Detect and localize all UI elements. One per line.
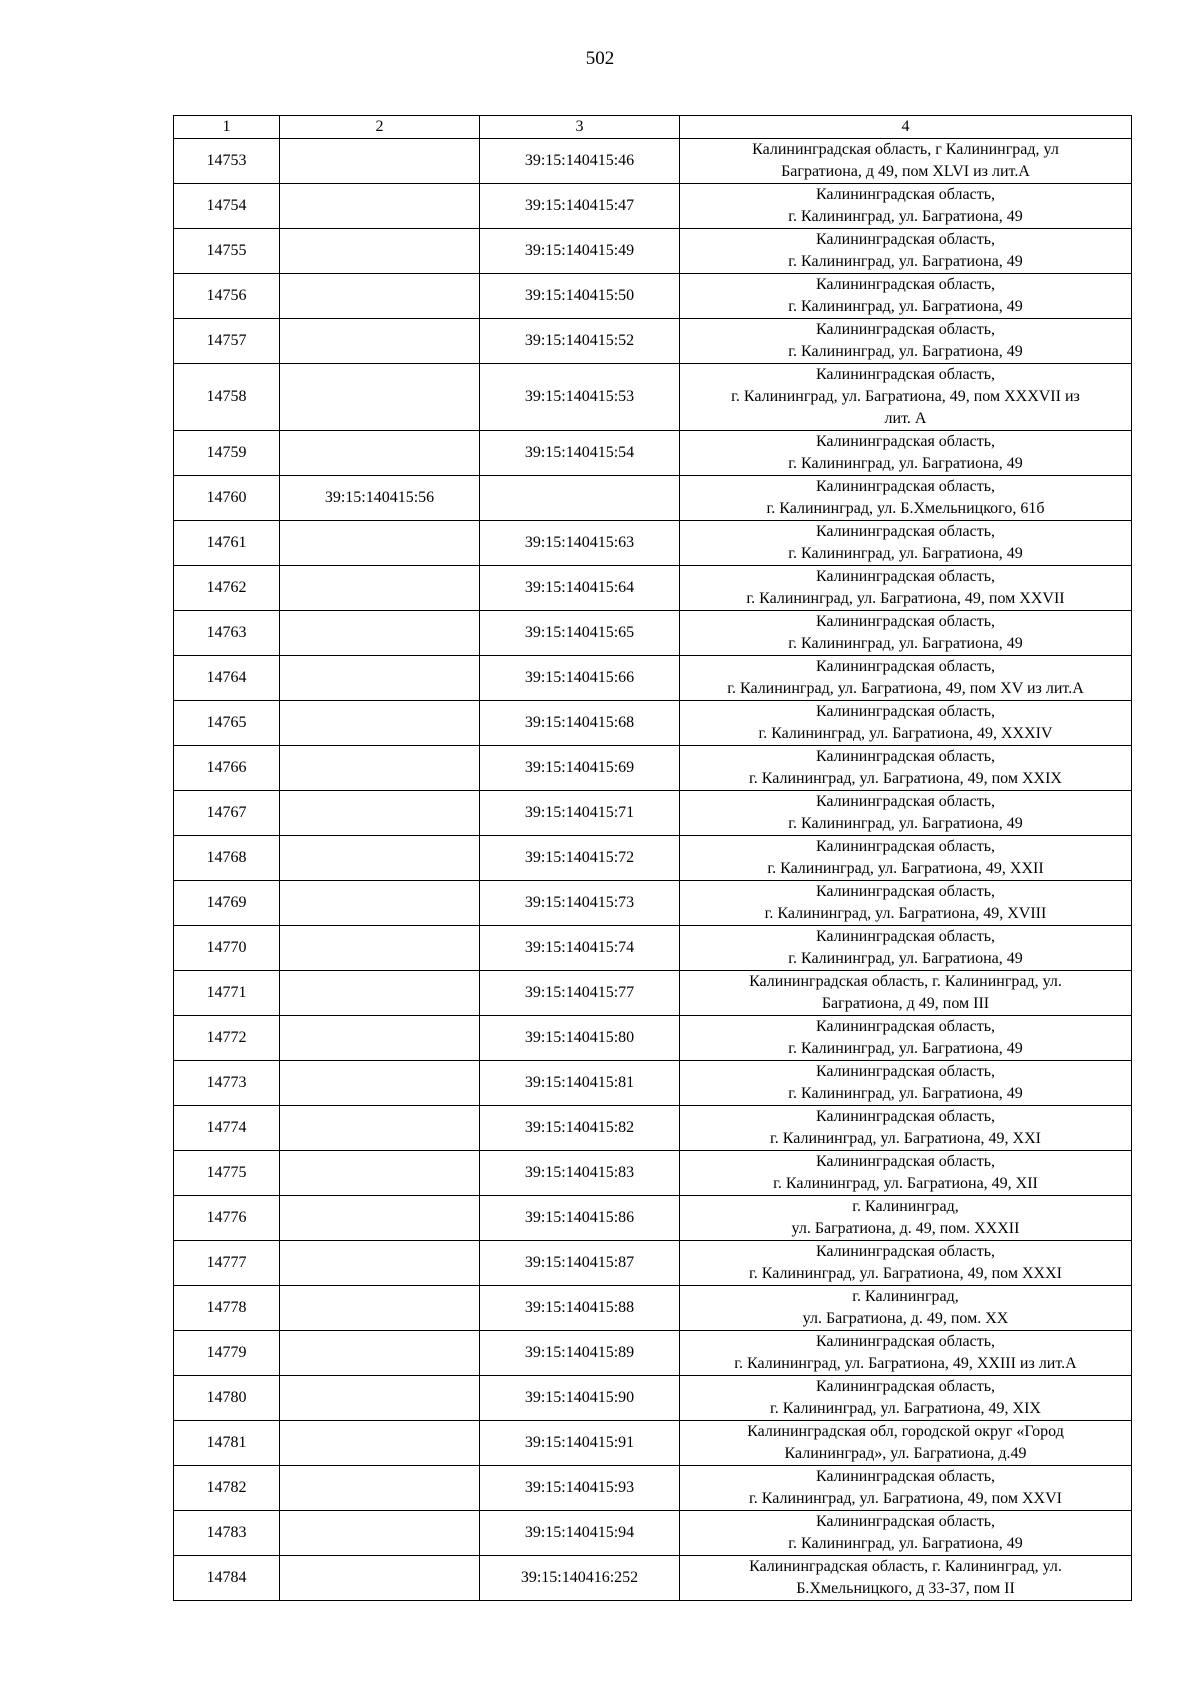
table-row — [174, 971, 1132, 1016]
table-row — [174, 319, 1132, 364]
address-cell: Калининградская область, г. Калининград, ул. Багратиона, 49 — [680, 521, 1132, 566]
cadastral-number-cell: 39:15:140415:82 — [480, 1106, 680, 1151]
address-cell: Калининградская область, г. Калининград, ул. Багратиона, 49 — [680, 926, 1132, 971]
address-cell: Калининградская область, г. Калининград, ул. Багратиона, 49, пом XXXVII из лит. А — [680, 364, 1132, 431]
cadastral-number-cell — [280, 971, 480, 1016]
address-cell: Калининградская область, г. Калининград, ул. Багратиона, 49, пом XXIX — [680, 746, 1132, 791]
address-cell: Калининградская область, г. Калининград, ул. Багратиона, 49, XIX — [680, 1376, 1132, 1421]
table-row — [174, 274, 1132, 319]
table-row — [174, 701, 1132, 746]
row-number-cell: 14753 — [174, 139, 280, 184]
column-header-2: 2 — [280, 116, 480, 139]
address-cell: Калининградская область, г. Калининград, ул. Багратиона, 49, XXIII из лит.А — [680, 1331, 1132, 1376]
row-number-cell: 14776 — [174, 1196, 280, 1241]
cadastral-number-cell: 39:15:140415:72 — [480, 836, 680, 881]
address-cell: Калининградская область, г. Калининград, ул. Багратиона, 49 — [680, 791, 1132, 836]
row-number-cell: 14780 — [174, 1376, 280, 1421]
row-number-cell: 14754 — [174, 184, 280, 229]
address-cell: Калининградская область, г. Калининград, ул. Багратиона, 49 — [680, 1511, 1132, 1556]
table-body — [174, 139, 1132, 1601]
table-row — [174, 184, 1132, 229]
table-row — [174, 926, 1132, 971]
cadastral-number-cell: 39:15:140415:49 — [480, 229, 680, 274]
cadastral-number-cell: 39:15:140415:73 — [480, 881, 680, 926]
cadastral-number-cell: 39:15:140415:54 — [480, 431, 680, 476]
cadastral-number-cell: 39:15:140415:81 — [480, 1061, 680, 1106]
row-number-cell: 14767 — [174, 791, 280, 836]
table-row — [174, 364, 1132, 431]
property-registry-table — [173, 115, 1132, 1601]
column-header-3: 3 — [480, 116, 680, 139]
cadastral-number-cell — [280, 1016, 480, 1061]
column-header-1: 1 — [174, 116, 280, 139]
cadastral-number-cell — [280, 1151, 480, 1196]
cadastral-number-cell — [280, 1286, 480, 1331]
cadastral-number-cell: 39:15:140415:53 — [480, 364, 680, 431]
table-row — [174, 139, 1132, 184]
cadastral-number-cell: 39:15:140415:50 — [480, 274, 680, 319]
table-row — [174, 1151, 1132, 1196]
table-row — [174, 1556, 1132, 1601]
cadastral-number-cell — [280, 791, 480, 836]
cadastral-number-cell — [280, 364, 480, 431]
row-number-cell: 14773 — [174, 1061, 280, 1106]
page-number: 502 — [585, 48, 615, 69]
cadastral-number-cell — [280, 836, 480, 881]
table-row — [174, 881, 1132, 926]
address-cell: Калининградская область, г. Калининград, ул. Багратиона, 49, XII — [680, 1151, 1132, 1196]
cadastral-number-cell — [280, 1106, 480, 1151]
cadastral-number-cell: 39:15:140415:46 — [480, 139, 680, 184]
cadastral-number-cell: 39:15:140415:94 — [480, 1511, 680, 1556]
address-cell: Калининградская область, г Калининград, ул Багратиона, д 49, пом XLVI из лит.А — [680, 139, 1132, 184]
row-number-cell: 14779 — [174, 1331, 280, 1376]
row-number-cell: 14761 — [174, 521, 280, 566]
row-number-cell: 14766 — [174, 746, 280, 791]
row-number-cell: 14770 — [174, 926, 280, 971]
cadastral-number-cell: 39:15:140415:74 — [480, 926, 680, 971]
cadastral-number-cell — [280, 746, 480, 791]
address-cell: Калининградская область, г. Калининград, ул. Багратиона, 49, XXI — [680, 1106, 1132, 1151]
cadastral-number-cell — [280, 1556, 480, 1601]
cadastral-number-cell: 39:15:140415:63 — [480, 521, 680, 566]
row-number-cell: 14759 — [174, 431, 280, 476]
address-cell: Калининградская область, г. Калининград, ул. Багратиона, 49 — [680, 611, 1132, 656]
row-number-cell: 14782 — [174, 1466, 280, 1511]
row-number-cell: 14775 — [174, 1151, 280, 1196]
cadastral-number-cell — [280, 1421, 480, 1466]
table-row — [174, 1241, 1132, 1286]
address-cell: Калининградская область, г. Калининград, ул. Багратиона, 49, пом XXVII — [680, 566, 1132, 611]
row-number-cell: 14757 — [174, 319, 280, 364]
cadastral-number-cell — [280, 1331, 480, 1376]
address-cell: Калининградская область, г. Калининград, ул. Багратиона, 49 — [680, 184, 1132, 229]
table-row — [174, 1196, 1132, 1241]
address-cell: Калининградская область, г. Калининград, ул. Багратиона, 49 — [680, 274, 1132, 319]
cadastral-number-cell — [280, 1376, 480, 1421]
cadastral-number-cell — [280, 139, 480, 184]
cadastral-number-cell — [480, 476, 680, 521]
address-cell: Калининградская область, г. Калининград, ул. Багратиона, 49, пом XXXI — [680, 1241, 1132, 1286]
column-header-4: 4 — [680, 116, 1132, 139]
row-number-cell: 14755 — [174, 229, 280, 274]
address-cell: г. Калининград, ул. Багратиона, д. 49, пом. XX — [680, 1286, 1132, 1331]
cadastral-number-cell — [280, 656, 480, 701]
table-row — [174, 746, 1132, 791]
cadastral-number-cell: 39:15:140415:83 — [480, 1151, 680, 1196]
address-cell: Калининградская область, г. Калининград, ул. Багратиона, 49 — [680, 229, 1132, 274]
cadastral-number-cell: 39:15:140415:80 — [480, 1016, 680, 1061]
address-cell: г. Калининград, ул. Багратиона, д. 49, пом. XXXII — [680, 1196, 1132, 1241]
address-cell: Калининградская область, г. Калининград, ул. Багратиона, 49, XXXIV — [680, 701, 1132, 746]
table-row — [174, 476, 1132, 521]
cadastral-number-cell: 39:15:140415:90 — [480, 1376, 680, 1421]
address-cell: Калининградская область, г. Калининград, ул. Багратиона, 49 — [680, 431, 1132, 476]
address-cell: Калининградская обл, городской округ «Город Калининград», ул. Багратиона, д.49 — [680, 1421, 1132, 1466]
cadastral-number-cell: 39:15:140415:87 — [480, 1241, 680, 1286]
cadastral-number-cell: 39:15:140415:66 — [480, 656, 680, 701]
row-number-cell: 14772 — [174, 1016, 280, 1061]
address-cell: Калининградская область, г. Калининград, ул. Багратиона, 49, XVIII — [680, 881, 1132, 926]
cadastral-number-cell — [280, 1196, 480, 1241]
cadastral-number-cell: 39:15:140415:65 — [480, 611, 680, 656]
cadastral-number-cell: 39:15:140415:69 — [480, 746, 680, 791]
cadastral-number-cell: 39:15:140415:52 — [480, 319, 680, 364]
row-number-cell: 14769 — [174, 881, 280, 926]
table-row — [174, 836, 1132, 881]
row-number-cell: 14764 — [174, 656, 280, 701]
table-header-row — [174, 116, 1132, 139]
cadastral-number-cell — [280, 229, 480, 274]
table-row — [174, 1016, 1132, 1061]
row-number-cell: 14768 — [174, 836, 280, 881]
cadastral-number-cell: 39:15:140415:77 — [480, 971, 680, 1016]
table-row — [174, 431, 1132, 476]
table-row — [174, 521, 1132, 566]
cadastral-number-cell: 39:15:140415:93 — [480, 1466, 680, 1511]
cadastral-number-cell — [280, 566, 480, 611]
row-number-cell: 14783 — [174, 1511, 280, 1556]
row-number-cell: 14765 — [174, 701, 280, 746]
cadastral-number-cell — [280, 881, 480, 926]
cadastral-number-cell: 39:15:140415:88 — [480, 1286, 680, 1331]
cadastral-number-cell: 39:15:140416:252 — [480, 1556, 680, 1601]
row-number-cell: 14771 — [174, 971, 280, 1016]
row-number-cell: 14758 — [174, 364, 280, 431]
cadastral-number-cell — [280, 319, 480, 364]
table-row — [174, 1376, 1132, 1421]
address-cell: Калининградская область, г. Калининград, ул. Багратиона, 49 — [680, 1061, 1132, 1106]
cadastral-number-cell: 39:15:140415:56 — [280, 476, 480, 521]
table-row — [174, 1106, 1132, 1151]
table-row — [174, 611, 1132, 656]
cadastral-number-cell: 39:15:140415:64 — [480, 566, 680, 611]
cadastral-number-cell — [280, 1061, 480, 1106]
row-number-cell: 14781 — [174, 1421, 280, 1466]
address-cell: Калининградская область, г. Калининград, ул. Багратиона, 49 — [680, 1016, 1132, 1061]
row-number-cell: 14778 — [174, 1286, 280, 1331]
table-row — [174, 1331, 1132, 1376]
table-row — [174, 566, 1132, 611]
cadastral-number-cell: 39:15:140415:68 — [480, 701, 680, 746]
table-row — [174, 791, 1132, 836]
cadastral-number-cell — [280, 1466, 480, 1511]
table-row — [174, 1511, 1132, 1556]
address-cell: Калининградская область, г. Калининград, ул. Багратиона, 49, XXII — [680, 836, 1132, 881]
table-row — [174, 1421, 1132, 1466]
cadastral-number-cell: 39:15:140415:71 — [480, 791, 680, 836]
address-cell: Калининградская область, г. Калининград, ул. Багратиона, д 49, пом III — [680, 971, 1132, 1016]
row-number-cell: 14760 — [174, 476, 280, 521]
row-number-cell: 14756 — [174, 274, 280, 319]
cadastral-number-cell — [280, 701, 480, 746]
cadastral-number-cell — [280, 274, 480, 319]
address-cell: Калининградская область, г. Калининград, ул. Б.Хмельницкого, д 33-37, пом II — [680, 1556, 1132, 1601]
cadastral-number-cell — [280, 1241, 480, 1286]
address-cell: Калининградская область, г. Калининград, ул. Багратиона, 49, пом XV из лит.А — [680, 656, 1132, 701]
cadastral-number-cell: 39:15:140415:86 — [480, 1196, 680, 1241]
row-number-cell: 14777 — [174, 1241, 280, 1286]
cadastral-number-cell — [280, 1511, 480, 1556]
cadastral-number-cell: 39:15:140415:47 — [480, 184, 680, 229]
table-row — [174, 229, 1132, 274]
row-number-cell: 14763 — [174, 611, 280, 656]
cadastral-number-cell — [280, 431, 480, 476]
cadastral-number-cell — [280, 611, 480, 656]
cadastral-number-cell: 39:15:140415:91 — [480, 1421, 680, 1466]
address-cell: Калининградская область, г. Калининград, ул. Багратиона, 49 — [680, 319, 1132, 364]
row-number-cell: 14762 — [174, 566, 280, 611]
table-row — [174, 1061, 1132, 1106]
table-row — [174, 656, 1132, 701]
cadastral-number-cell: 39:15:140415:89 — [480, 1331, 680, 1376]
table-row — [174, 1286, 1132, 1331]
address-cell: Калининградская область, г. Калининград, ул. Б.Хмельницкого, 61б — [680, 476, 1132, 521]
cadastral-number-cell — [280, 184, 480, 229]
row-number-cell: 14784 — [174, 1556, 280, 1601]
table-row — [174, 1466, 1132, 1511]
cadastral-number-cell — [280, 926, 480, 971]
cadastral-number-cell — [280, 521, 480, 566]
row-number-cell: 14774 — [174, 1106, 280, 1151]
address-cell: Калининградская область, г. Калининград, ул. Багратиона, 49, пом XXVI — [680, 1466, 1132, 1511]
